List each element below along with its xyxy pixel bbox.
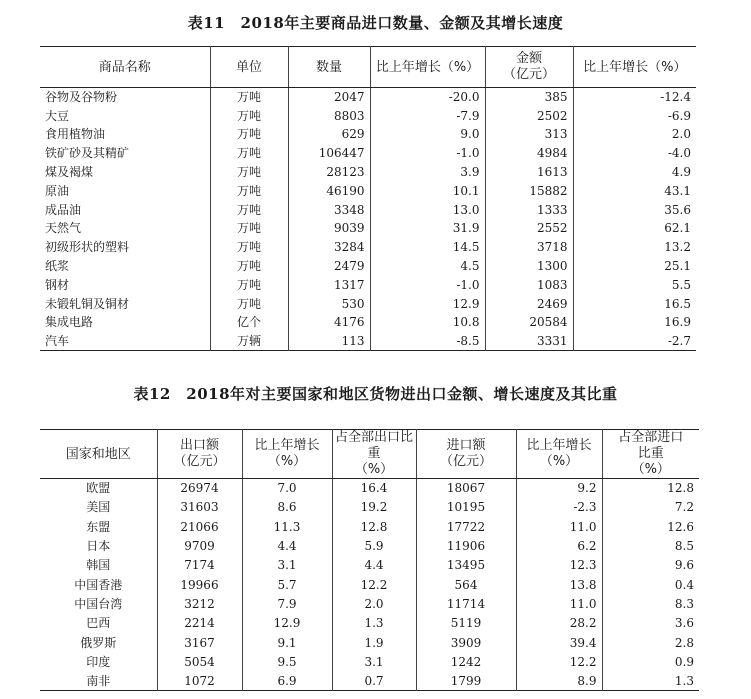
quantity-cell: 3348: [288, 200, 370, 219]
import-share-cell: 2.8: [602, 633, 699, 652]
trade-partners-table: [40, 429, 699, 691]
export-cell: 3212: [157, 594, 242, 613]
country-cell: 中国台湾: [74, 596, 123, 611]
table-row: [40, 275, 696, 294]
col-header-unit: 单位: [210, 47, 288, 88]
export-growth-cell: 7.9: [242, 594, 332, 613]
table12-title: 表12 2018年对主要国家和地区货物进出口金额、增长速度及其比重: [133, 385, 618, 403]
col-header-export-growth-line1: 比上年增长: [254, 438, 320, 453]
col-header-import-share: [602, 430, 699, 479]
table-row: [40, 219, 696, 238]
col-header-amount-line1: 金额: [515, 51, 542, 66]
quantity-growth-cell: -8.5: [370, 332, 485, 351]
commodity-name-cell: 成品油: [45, 202, 82, 217]
table-row: [40, 88, 696, 107]
quantity-cell: 113: [288, 332, 370, 351]
country-cell: 中国香港: [74, 577, 123, 592]
export-share-cell: 16.4: [332, 479, 416, 498]
commodity-name-cell: 谷物及谷物粉: [45, 90, 118, 105]
col-header-export-share-line2: 重: [367, 446, 381, 461]
export-cell: 9709: [157, 536, 242, 555]
commodity-name-cell: 大豆: [45, 108, 70, 123]
col-header-amount-line2: （亿元）: [502, 67, 555, 82]
col-header-import-growth-line1: 比上年增长: [526, 438, 592, 453]
quantity-growth-cell: 10.8: [370, 313, 485, 332]
country-cell: 印度: [86, 654, 111, 669]
export-share-cell: 12.8: [332, 517, 416, 536]
import-share-cell: 8.5: [602, 536, 699, 555]
quantity-growth-cell: -7.9: [370, 106, 485, 125]
commodity-name-cell: 天然气: [45, 221, 82, 236]
commodity-name-cell: 未锻轧铜及铜材: [45, 296, 130, 311]
commodity-name-cell: 纸浆: [45, 259, 70, 274]
export-growth-cell: 6.9: [242, 671, 332, 690]
export-cell: 19966: [157, 575, 242, 594]
table11-body: [40, 88, 696, 351]
unit-cell: 万吨: [210, 88, 288, 107]
import-growth-cell: 8.9: [516, 671, 602, 690]
table-header-row: [40, 47, 696, 88]
table-row: [40, 181, 696, 200]
quantity-growth-cell: -1.0: [370, 144, 485, 163]
export-cell: 2214: [157, 614, 242, 633]
quantity-growth-cell: 12.9: [370, 294, 485, 313]
col-header-import-growth: [516, 430, 602, 479]
col-header-export-growth-line2: （%）: [267, 454, 307, 469]
import-cell: 5119: [416, 614, 516, 633]
col-header-export-line2: （亿元）: [173, 454, 226, 469]
import-cell: 17722: [416, 517, 516, 536]
export-growth-cell: 7.0: [242, 479, 332, 498]
unit-cell: 万吨: [210, 219, 288, 238]
country-cell: 俄罗斯: [80, 635, 117, 650]
amount-cell: 2502: [485, 106, 573, 125]
col-header-quantity-growth: 比上年增长（%）: [370, 47, 485, 88]
col-header-import-share-line2: 比重: [637, 446, 664, 461]
amount-cell: 313: [485, 125, 573, 144]
export-growth-cell: 5.7: [242, 575, 332, 594]
table-row: [40, 125, 696, 144]
commodity-name-cell: 食用植物油: [45, 127, 106, 142]
unit-cell: 亿个: [210, 313, 288, 332]
export-cell: 3167: [157, 633, 242, 652]
table-row: [40, 238, 696, 257]
quantity-cell: 9039: [288, 219, 370, 238]
quantity-cell: 106447: [288, 144, 370, 163]
country-cell: 美国: [86, 500, 111, 515]
unit-cell: 万辆: [210, 332, 288, 351]
amount-cell: 1300: [485, 257, 573, 276]
commodity-name-cell: 初级形状的塑料: [45, 240, 130, 255]
import-cell: 3909: [416, 633, 516, 652]
col-header-quantity: 数量: [288, 47, 370, 88]
export-cell: 7174: [157, 556, 242, 575]
quantity-growth-cell: -20.0: [370, 88, 485, 107]
import-growth-cell: 11.0: [516, 594, 602, 613]
unit-cell: 万吨: [210, 200, 288, 219]
import-growth-cell: 9.2: [516, 479, 602, 498]
quantity-growth-cell: 9.0: [370, 125, 485, 144]
table-row: [40, 671, 699, 690]
export-growth-cell: 11.3: [242, 517, 332, 536]
import-share-cell: 12.8: [602, 479, 699, 498]
quantity-cell: 1317: [288, 275, 370, 294]
amount-growth-cell: 13.2: [573, 238, 696, 257]
table-row: [40, 498, 699, 517]
import-growth-cell: 12.2: [516, 652, 602, 671]
col-header-export-growth: [242, 430, 332, 479]
import-share-cell: 12.6: [602, 517, 699, 536]
col-header-commodity: 商品名称: [40, 47, 210, 88]
table-row: [40, 332, 696, 351]
quantity-cell: 4176: [288, 313, 370, 332]
country-cell: 韩国: [86, 558, 111, 573]
amount-cell: 2469: [485, 294, 573, 313]
quantity-growth-cell: 14.5: [370, 238, 485, 257]
import-cell: 10195: [416, 498, 516, 517]
col-header-export-share-line1: 占全部出口比: [334, 430, 413, 445]
amount-growth-cell: 25.1: [573, 257, 696, 276]
table-row: [40, 575, 699, 594]
quantity-growth-cell: 31.9: [370, 219, 485, 238]
table-row: [40, 200, 696, 219]
amount-cell: 3331: [485, 332, 573, 351]
export-cell: 21066: [157, 517, 242, 536]
table-row: [40, 652, 699, 671]
import-cell: 18067: [416, 479, 516, 498]
export-cell: 26974: [157, 479, 242, 498]
unit-cell: 万吨: [210, 238, 288, 257]
export-cell: 31603: [157, 498, 242, 517]
table-row: [40, 633, 699, 652]
quantity-cell: 2479: [288, 257, 370, 276]
unit-cell: 万吨: [210, 125, 288, 144]
amount-growth-cell: 16.9: [573, 313, 696, 332]
commodity-name-cell: 集成电路: [45, 315, 94, 330]
unit-cell: 万吨: [210, 163, 288, 182]
amount-cell: 15882: [485, 181, 573, 200]
unit-cell: 万吨: [210, 275, 288, 294]
export-share-cell: 3.1: [332, 652, 416, 671]
col-header-import-line1: 进口额: [446, 438, 486, 453]
country-cell: 东盟: [86, 519, 111, 534]
import-growth-cell: 39.4: [516, 633, 602, 652]
table-row: [40, 536, 699, 555]
import-cell: 564: [416, 575, 516, 594]
import-share-cell: 8.3: [602, 594, 699, 613]
table-row: [40, 144, 696, 163]
table-row: [40, 556, 699, 575]
amount-growth-cell: -4.0: [573, 144, 696, 163]
col-header-import-growth-line2: （%）: [539, 454, 579, 469]
amount-growth-cell: -2.7: [573, 332, 696, 351]
amount-cell: 1613: [485, 163, 573, 182]
col-header-export-share-line3: （%）: [354, 462, 394, 477]
table-row: [40, 294, 696, 313]
import-cell: 1242: [416, 652, 516, 671]
commodity-name-cell: 钢材: [45, 277, 70, 292]
unit-cell: 万吨: [210, 257, 288, 276]
col-header-import-line2: （亿元）: [439, 454, 492, 469]
amount-cell: 20584: [485, 313, 573, 332]
export-share-cell: 1.3: [332, 614, 416, 633]
export-share-cell: 4.4: [332, 556, 416, 575]
table-row: [40, 313, 696, 332]
export-growth-cell: 8.6: [242, 498, 332, 517]
unit-cell: 万吨: [210, 294, 288, 313]
unit-cell: 万吨: [210, 144, 288, 163]
quantity-cell: 28123: [288, 163, 370, 182]
col-header-import-share-line3: （%）: [631, 462, 670, 477]
quantity-cell: 8803: [288, 106, 370, 125]
commodity-name-cell: 煤及褐煤: [45, 165, 94, 180]
amount-cell: 1333: [485, 200, 573, 219]
unit-cell: 万吨: [210, 106, 288, 125]
country-cell: 欧盟: [86, 481, 111, 496]
export-growth-cell: 4.4: [242, 536, 332, 555]
col-header-export-share: [332, 430, 416, 479]
quantity-cell: 2047: [288, 88, 370, 107]
amount-growth-cell: -6.9: [573, 106, 696, 125]
export-growth-cell: 3.1: [242, 556, 332, 575]
col-header-amount-growth: 比上年增长（%）: [573, 47, 696, 88]
export-share-cell: 19.2: [332, 498, 416, 517]
amount-cell: 1083: [485, 275, 573, 294]
unit-cell: 万吨: [210, 181, 288, 200]
export-share-cell: 2.0: [332, 594, 416, 613]
table-header-row: [40, 430, 699, 479]
import-growth-cell: 11.0: [516, 517, 602, 536]
amount-cell: 4984: [485, 144, 573, 163]
import-cell: 11714: [416, 594, 516, 613]
table-row: [40, 106, 696, 125]
col-header-export-line1: 出口额: [179, 438, 219, 453]
import-growth-cell: 13.8: [516, 575, 602, 594]
amount-cell: 385: [485, 88, 573, 107]
col-header-import: [416, 430, 516, 479]
quantity-cell: 530: [288, 294, 370, 313]
col-header-export: [157, 430, 242, 479]
amount-growth-cell: -12.4: [573, 88, 696, 107]
quantity-cell: 46190: [288, 181, 370, 200]
export-growth-cell: 12.9: [242, 614, 332, 633]
table-row: [40, 257, 696, 276]
export-growth-cell: 9.1: [242, 633, 332, 652]
quantity-growth-cell: 13.0: [370, 200, 485, 219]
country-cell: 南非: [86, 673, 111, 688]
amount-growth-cell: 43.1: [573, 181, 696, 200]
import-growth-cell: 6.2: [516, 536, 602, 555]
quantity-growth-cell: 4.5: [370, 257, 485, 276]
import-commodities-table: [40, 46, 696, 351]
table-row: [40, 614, 699, 633]
import-cell: 11906: [416, 536, 516, 555]
amount-growth-cell: 16.5: [573, 294, 696, 313]
amount-cell: 3718: [485, 238, 573, 257]
quantity-growth-cell: 3.9: [370, 163, 485, 182]
import-growth-cell: 28.2: [516, 614, 602, 633]
import-growth-cell: -2.3: [516, 498, 602, 517]
commodity-name-cell: 原油: [45, 183, 70, 198]
import-growth-cell: 12.3: [516, 556, 602, 575]
export-share-cell: 1.9: [332, 633, 416, 652]
amount-growth-cell: 5.5: [573, 275, 696, 294]
export-growth-cell: 9.5: [242, 652, 332, 671]
import-cell: 1799: [416, 671, 516, 690]
amount-growth-cell: 62.1: [573, 219, 696, 238]
col-header-country: 国家和地区: [40, 430, 157, 479]
quantity-cell: 3284: [288, 238, 370, 257]
amount-cell: 2552: [485, 219, 573, 238]
export-cell: 1072: [157, 671, 242, 690]
quantity-cell: 629: [288, 125, 370, 144]
commodity-name-cell: 铁矿砂及其精矿: [45, 146, 130, 161]
table11-title: 表11 2018年主要商品进口数量、金额及其增长速度: [187, 14, 564, 32]
import-share-cell: 1.3: [602, 671, 699, 690]
import-share-cell: 0.4: [602, 575, 699, 594]
import-cell: 13495: [416, 556, 516, 575]
import-share-cell: 3.6: [602, 614, 699, 633]
import-share-cell: 9.6: [602, 556, 699, 575]
commodity-name-cell: 汽车: [45, 334, 70, 348]
table-row: [40, 594, 699, 613]
import-share-cell: 7.2: [602, 498, 699, 517]
export-share-cell: 0.7: [332, 671, 416, 690]
amount-growth-cell: 2.0: [573, 125, 696, 144]
table-row: [40, 479, 699, 498]
quantity-growth-cell: -1.0: [370, 275, 485, 294]
amount-growth-cell: 4.9: [573, 163, 696, 182]
col-header-import-share-line1: 占全部进口: [618, 430, 684, 445]
country-cell: 巴西: [86, 616, 111, 631]
country-cell: 日本: [86, 539, 111, 554]
amount-growth-cell: 35.6: [573, 200, 696, 219]
export-share-cell: 12.2: [332, 575, 416, 594]
quantity-growth-cell: 10.1: [370, 181, 485, 200]
import-share-cell: 0.9: [602, 652, 699, 671]
col-header-amount: [485, 47, 573, 88]
table12-body: [40, 479, 699, 691]
export-cell: 5054: [157, 652, 242, 671]
table-row: [40, 517, 699, 536]
export-share-cell: 5.9: [332, 536, 416, 555]
table-row: [40, 163, 696, 182]
